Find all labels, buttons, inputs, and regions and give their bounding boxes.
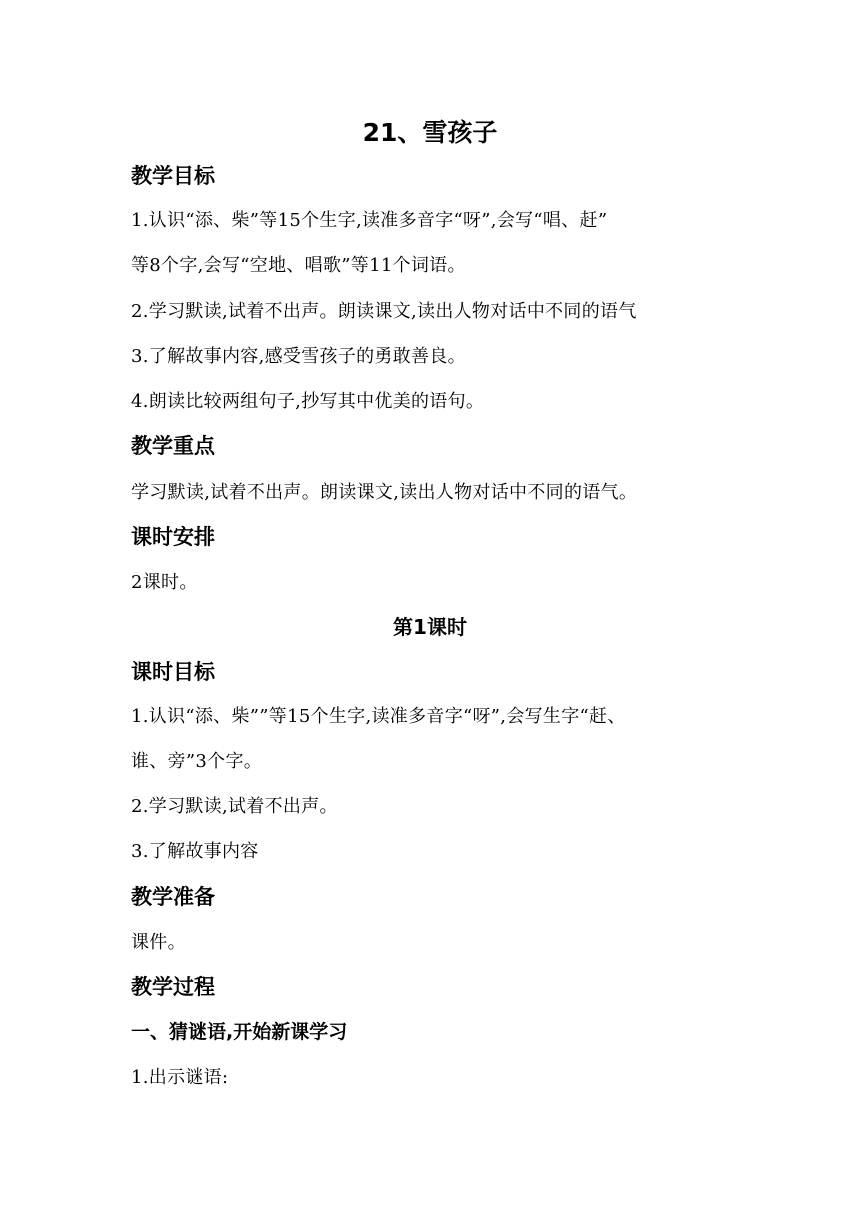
schedule-text: 2课时。 [131, 572, 198, 593]
step1-heading: 一、猜谜语,开始新课学习 [131, 1021, 348, 1043]
prep-text: 课件。 [131, 932, 186, 953]
teaching-focus-heading: 教学重点 [131, 434, 215, 458]
teaching-focus-text: 学习默读,试着不出声。朗读课文,读出人物对话中不同的语气。 [131, 482, 638, 503]
goal-line-4: 3.了解故事内容,感受雪孩子的勇敢善良。 [131, 346, 466, 367]
lesson1-heading: 第1课时 [393, 615, 467, 639]
process-heading: 教学过程 [131, 975, 215, 999]
lesson-goal-line-3: 2.学习默读,试着不出声。 [131, 796, 338, 817]
teaching-goals-heading: 教学目标 [131, 164, 215, 188]
lesson-goal-line-2: 谁、旁”3个字。 [131, 751, 263, 772]
lesson-title: 21、雪孩子 [362, 118, 498, 147]
goal-line-2: 等8个字,会写“空地、唱歌”等11个词语。 [131, 255, 466, 276]
lesson-goal-line-4: 3.了解故事内容 [131, 841, 259, 862]
goal-line-1: 1.认识“添、柴”等15个生字,读准多音字“呀”,会写“唱、赶” [131, 210, 608, 231]
step1-item: 1.出示谜语: [131, 1067, 229, 1088]
prep-heading: 教学准备 [131, 885, 215, 909]
goal-line-5: 4.朗读比较两组句子,抄写其中优美的语句。 [131, 391, 485, 412]
goal-line-3: 2.学习默读,试着不出声。朗读课文,读出人物对话中不同的语气 [131, 301, 637, 322]
schedule-heading: 课时安排 [131, 525, 215, 549]
lesson-goal-line-1: 1.认识“添、柴””等15个生字,读准多音字“呀”,会写生字“赶、 [131, 706, 626, 727]
lesson-goals-heading: 课时目标 [131, 660, 215, 684]
